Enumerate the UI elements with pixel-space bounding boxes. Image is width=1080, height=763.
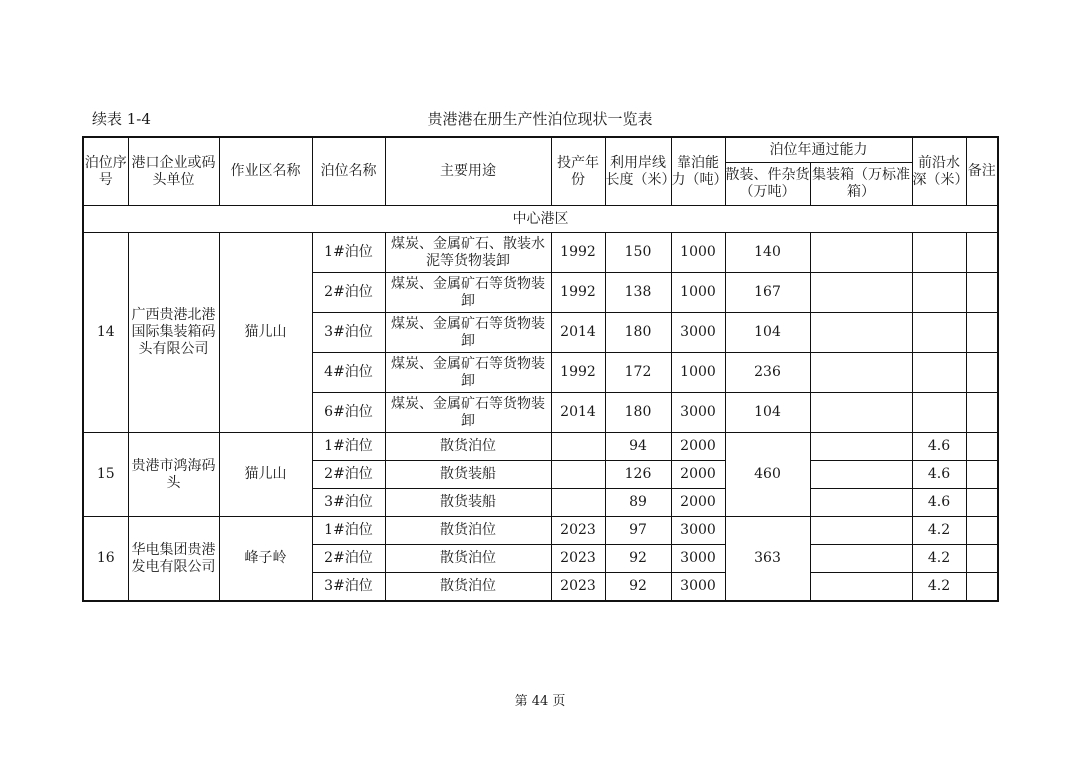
- water-depth: [912, 353, 966, 393]
- bulk-throughput: 140: [725, 233, 810, 273]
- berthing-capacity: 2000: [671, 461, 725, 489]
- note: [966, 273, 998, 313]
- table-header-row: [83, 137, 998, 163]
- berthing-capacity: 3000: [671, 313, 725, 353]
- note: [966, 545, 998, 573]
- header-berth-name: 泊位名称: [312, 137, 385, 206]
- year: 2023: [551, 573, 605, 602]
- shoreline-length: 150: [605, 233, 671, 273]
- berth-name: 1#泊位: [312, 433, 385, 461]
- main-use: 煤炭、金属矿石等货物装卸: [385, 353, 551, 393]
- water-depth: 4.6: [912, 489, 966, 517]
- note: [966, 313, 998, 353]
- water-depth: [912, 273, 966, 313]
- year: 2014: [551, 313, 605, 353]
- year: [551, 461, 605, 489]
- water-depth: [912, 233, 966, 273]
- main-use: 煤炭、金属矿石、散装水泥等货物装卸: [385, 233, 551, 273]
- table-row: [83, 433, 998, 461]
- work-area: 猫儿山: [219, 233, 312, 433]
- water-depth: 4.2: [912, 545, 966, 573]
- berthing-capacity: 3000: [671, 545, 725, 573]
- berth-name: 2#泊位: [312, 273, 385, 313]
- main-use: 散货泊位: [385, 433, 551, 461]
- water-depth: 4.6: [912, 433, 966, 461]
- year: 1992: [551, 353, 605, 393]
- berthing-capacity: 3000: [671, 393, 725, 433]
- year: [551, 489, 605, 517]
- main-use: 散货泊位: [385, 545, 551, 573]
- berthing-capacity: 3000: [671, 517, 725, 545]
- header-note: 备注: [966, 137, 998, 206]
- berth-name: 4#泊位: [312, 353, 385, 393]
- header-year: 投产年份: [551, 137, 605, 206]
- berthing-capacity: 2000: [671, 489, 725, 517]
- berthing-capacity: 1000: [671, 233, 725, 273]
- bulk-throughput: 236: [725, 353, 810, 393]
- shoreline-length: 180: [605, 313, 671, 353]
- header-work-area: 作业区名称: [219, 137, 312, 206]
- berth-table: [82, 136, 999, 602]
- berth-group-no: 16: [83, 517, 128, 602]
- main-use: 散货泊位: [385, 573, 551, 602]
- main-use: 煤炭、金属矿石等货物装卸: [385, 273, 551, 313]
- work-area: 猫儿山: [219, 433, 312, 517]
- water-depth: 4.2: [912, 573, 966, 602]
- bulk-throughput: 104: [725, 393, 810, 433]
- shoreline-length: 180: [605, 393, 671, 433]
- shoreline-length: 94: [605, 433, 671, 461]
- container-throughput: [810, 273, 912, 313]
- shoreline-length: 92: [605, 573, 671, 602]
- berth-name: 3#泊位: [312, 489, 385, 517]
- container-throughput: [810, 433, 912, 461]
- container-throughput: [810, 489, 912, 517]
- page-number: 第 44 页: [514, 694, 566, 709]
- note: [966, 233, 998, 273]
- container-throughput: [810, 393, 912, 433]
- berth-group-no: 15: [83, 433, 128, 517]
- water-depth: [912, 313, 966, 353]
- note: [966, 573, 998, 602]
- year: [551, 433, 605, 461]
- year: 1992: [551, 233, 605, 273]
- container-throughput: [810, 233, 912, 273]
- shoreline-length: 92: [605, 545, 671, 573]
- note: [966, 517, 998, 545]
- water-depth: 4.2: [912, 517, 966, 545]
- berthing-capacity: 2000: [671, 433, 725, 461]
- berthing-capacity: 1000: [671, 273, 725, 313]
- water-depth: [912, 393, 966, 433]
- berth-group-no: 14: [83, 233, 128, 433]
- berth-name: 2#泊位: [312, 545, 385, 573]
- main-use: 煤炭、金属矿石等货物装卸: [385, 313, 551, 353]
- table-row: [83, 517, 998, 545]
- container-throughput: [810, 573, 912, 602]
- company-name: 华电集团贵港发电有限公司: [128, 517, 219, 602]
- container-throughput: [810, 313, 912, 353]
- note: [966, 489, 998, 517]
- shoreline-length: 97: [605, 517, 671, 545]
- header-water-depth: 前沿水深（米）: [912, 137, 966, 206]
- note: [966, 393, 998, 433]
- shoreline-length: 138: [605, 273, 671, 313]
- year: 1992: [551, 273, 605, 313]
- container-throughput: [810, 353, 912, 393]
- year: 2023: [551, 545, 605, 573]
- berth-name: 6#泊位: [312, 393, 385, 433]
- year: 2014: [551, 393, 605, 433]
- shoreline-length: 126: [605, 461, 671, 489]
- main-use: 散货装船: [385, 489, 551, 517]
- header-berth-no: 泊位序号: [83, 137, 128, 206]
- bulk-throughput: 104: [725, 313, 810, 353]
- table-title: 贵港港在册生产性泊位现状一览表: [427, 110, 653, 128]
- table-row: [83, 233, 998, 273]
- note: [966, 433, 998, 461]
- berth-name: 3#泊位: [312, 573, 385, 602]
- note: [966, 353, 998, 393]
- header-annual-throughput: 泊位年通过能力: [725, 137, 912, 163]
- bulk-throughput: 363: [725, 517, 810, 602]
- berth-name: 1#泊位: [312, 517, 385, 545]
- container-throughput: [810, 517, 912, 545]
- company-name: 广西贵港北港国际集装箱码头有限公司: [128, 233, 219, 433]
- container-throughput: [810, 461, 912, 489]
- berth-name: 1#泊位: [312, 233, 385, 273]
- berth-name: 2#泊位: [312, 461, 385, 489]
- work-area: 峰子岭: [219, 517, 312, 602]
- berthing-capacity: 3000: [671, 573, 725, 602]
- shoreline-length: 172: [605, 353, 671, 393]
- section-title: 中心港区: [83, 206, 998, 233]
- year: 2023: [551, 517, 605, 545]
- table-continuation-label: 续表 1-4: [92, 110, 151, 128]
- main-use: 煤炭、金属矿石等货物装卸: [385, 393, 551, 433]
- berthing-capacity: 1000: [671, 353, 725, 393]
- header-company: 港口企业或码头单位: [128, 137, 219, 206]
- berth-name: 3#泊位: [312, 313, 385, 353]
- header-main-use: 主要用途: [385, 137, 551, 206]
- bulk-throughput: 167: [725, 273, 810, 313]
- bulk-throughput: 460: [725, 433, 810, 517]
- container-throughput: [810, 545, 912, 573]
- main-use: 散货装船: [385, 461, 551, 489]
- company-name: 贵港市鸿海码头: [128, 433, 219, 517]
- section-row: [83, 206, 998, 233]
- shoreline-length: 89: [605, 489, 671, 517]
- main-use: 散货泊位: [385, 517, 551, 545]
- water-depth: 4.6: [912, 461, 966, 489]
- header-bulk-cargo: 散装、件杂货（万吨）: [725, 163, 810, 206]
- note: [966, 461, 998, 489]
- header-shoreline-length: 利用岸线长度（米）: [605, 137, 671, 206]
- header-container: 集装箱（万标准箱）: [810, 163, 912, 206]
- header-berthing-capacity: 靠泊能力（吨）: [671, 137, 725, 206]
